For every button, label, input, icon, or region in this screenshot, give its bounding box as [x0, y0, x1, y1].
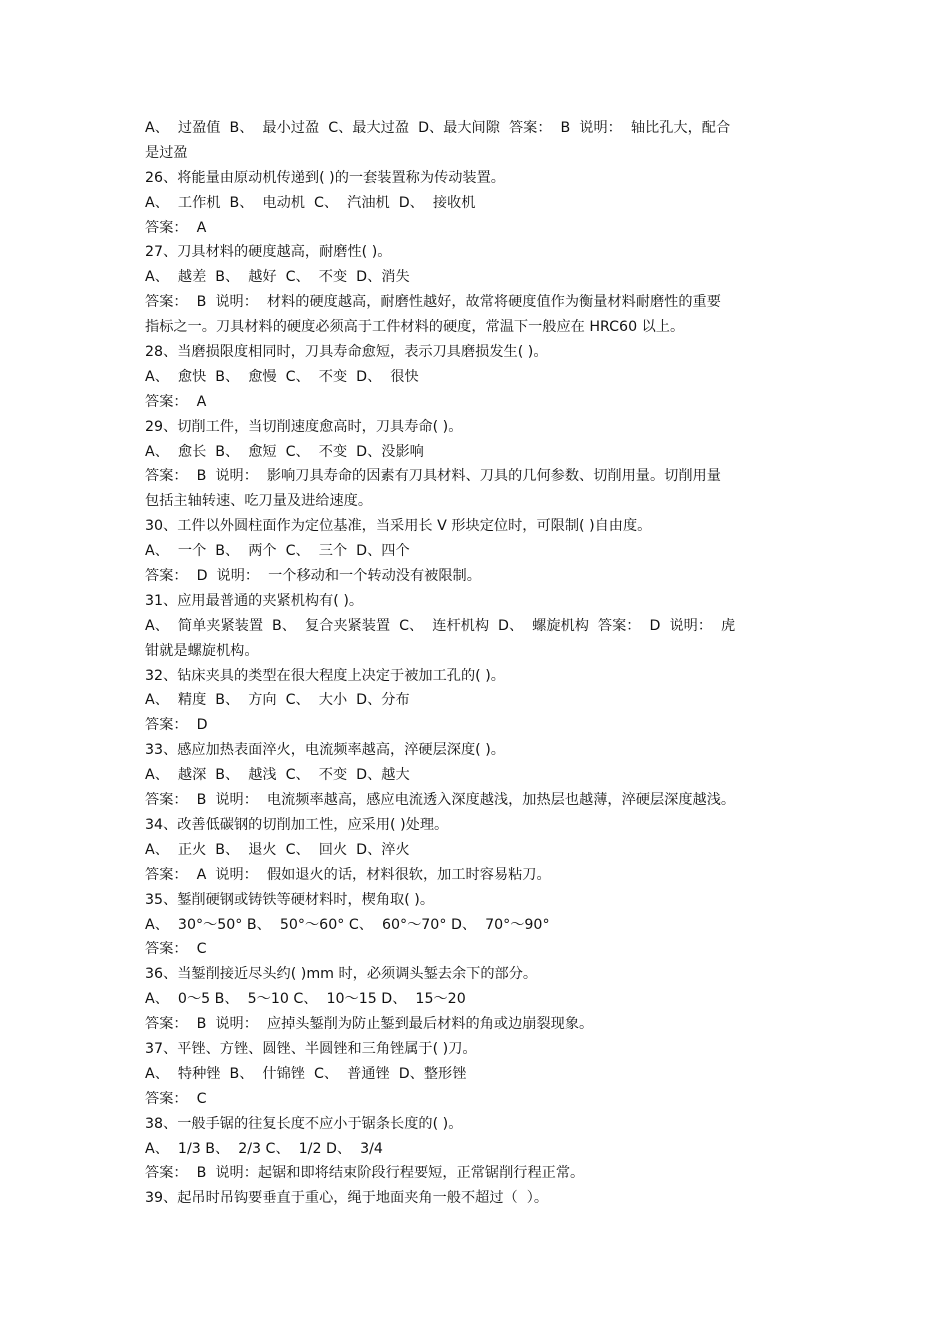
question-39: 39、起吊时吊钩要垂直于重心，绳于地面夹角一般不超过（ ）。 [145, 1190, 549, 1207]
answer-27: 答案： B 说明： 材料的硬度越高，耐磨性越好，故常将硬度值作为衡量材料耐磨性的重要 [145, 294, 721, 311]
options-29: A、 愈长 B、 愈短 C、 不变 D、没影响 [145, 443, 424, 460]
options-30: A、 一个 B、 两个 C、 三个 D、四个 [145, 543, 410, 560]
question-32: 32、钻床夹具的类型在很大程度上决定于被加工孔的( )。 [145, 667, 505, 684]
answer-29: 答案： B 说明： 影响刀具寿命的因素有刀具材料、刀具的几何参数、切削用量。切削用量 [145, 468, 721, 485]
answer-34: 答案： A 说明： 假如退火的话，材料很软，加工时容易粘刀。 [145, 866, 551, 883]
question-29: 29、切削工件，当切削速度愈高时，刀具寿命( )。 [145, 418, 463, 435]
question-34: 34、改善低碳钢的切削加工性，应采用( )处理。 [145, 816, 449, 833]
question-26: 26、将能量由原动机传递到( )的一套装置称为传动装置。 [145, 169, 505, 186]
question-28: 28、当磨损限度相同时，刀具寿命愈短，表示刀具磨损发生( )。 [145, 344, 548, 361]
answer-30: 答案： D 说明： 一个移动和一个转动没有被限制。 [145, 568, 481, 585]
answer-35: 答案： C [145, 941, 207, 958]
options-28: A、 愈快 B、 愈慢 C、 不变 D、 很快 [145, 368, 419, 385]
options-32: A、 精度 B、 方向 C、 大小 D、分布 [145, 692, 410, 709]
text-line: A、 过盈值 B、 最小过盈 C、最大过盈 D、最大间隙 答案： B 说明： 轴比孔大，配合 [145, 120, 731, 136]
text-line: 指标之一。刀具材料的硬度必须高于工件材料的硬度，常温下一般应在 HRC60 以上。 [145, 319, 685, 336]
text-line: 是过盈 [145, 144, 188, 161]
answer-28: 答案： A [145, 393, 207, 410]
question-37: 37、平锉、方锉、圆锉、半圆锉和三角锉属于( )刀。 [145, 1040, 477, 1057]
question-27: 27、刀具材料的硬度越高，耐磨性( )。 [145, 244, 392, 261]
answer-37: 答案： C [145, 1090, 207, 1107]
options-36: A、 0～5 B、 5～10 C、 10～15 D、 15～20 [145, 991, 466, 1008]
question-33: 33、感应加热表面淬火，电流频率越高，淬硬层深度( )。 [145, 742, 505, 759]
text-line: 钳就是螺旋机构。 [145, 642, 259, 659]
question-31: 31、应用最普通的夹紧机构有( )。 [145, 592, 364, 609]
answer-38: 答案： B 说明：起锯和即将结束阶段行程要短，正常锯削行程正常。 [145, 1165, 585, 1182]
question-38: 38、一般手锯的往复长度不应小于锯条长度的( )。 [145, 1115, 463, 1132]
text-line: 包括主轴转速、吃刀量及进给速度。 [145, 493, 373, 510]
document-body [145, 116, 807, 1211]
options-33: A、 越深 B、 越浅 C、 不变 D、越大 [145, 767, 410, 784]
answer-32: 答案： D [145, 717, 208, 734]
options-31: A、 简单夹紧装置 B、 复合夹紧装置 C、 连杆机构 D、 螺旋机构 答案： D 说明： 虎 [145, 617, 736, 634]
options-38: A、 1/3 B、 2/3 C、 1/2 D、 3/4 [145, 1140, 383, 1157]
options-34: A、 正火 B、 退火 C、 回火 D、淬火 [145, 841, 410, 858]
answer-33: 答案： B 说明： 电流频率越高，感应电流透入深度越浅，加热层也越薄，淬硬层深度越浅。 [145, 792, 736, 809]
question-35: 35、錾削硬钢或铸铁等硬材料时，楔角取( )。 [145, 891, 435, 908]
answer-36: 答案： B 说明： 应掉头錾削为防止錾到最后材料的角或边崩裂现象。 [145, 1016, 594, 1033]
options-26: A、 工作机 B、 电动机 C、 汽油机 D、 接收机 [145, 194, 476, 211]
options-37: A、 特种锉 B、 什锦锉 C、 普通锉 D、整形锉 [145, 1065, 467, 1082]
answer-26: 答案： A [145, 219, 207, 236]
question-36: 36、当錾削接近尽头约( )mm 时，必须调头錾去余下的部分。 [145, 966, 538, 983]
question-30: 30、工件以外圆柱面作为定位基准，当采用长 V 形块定位时，可限制( )自由度。 [145, 518, 652, 535]
options-35: A、 30°～50° B、 50°～60° C、 60°～70° D、 70°～90° [145, 916, 550, 933]
options-27: A、 越差 B、 越好 C、 不变 D、消失 [145, 269, 410, 286]
